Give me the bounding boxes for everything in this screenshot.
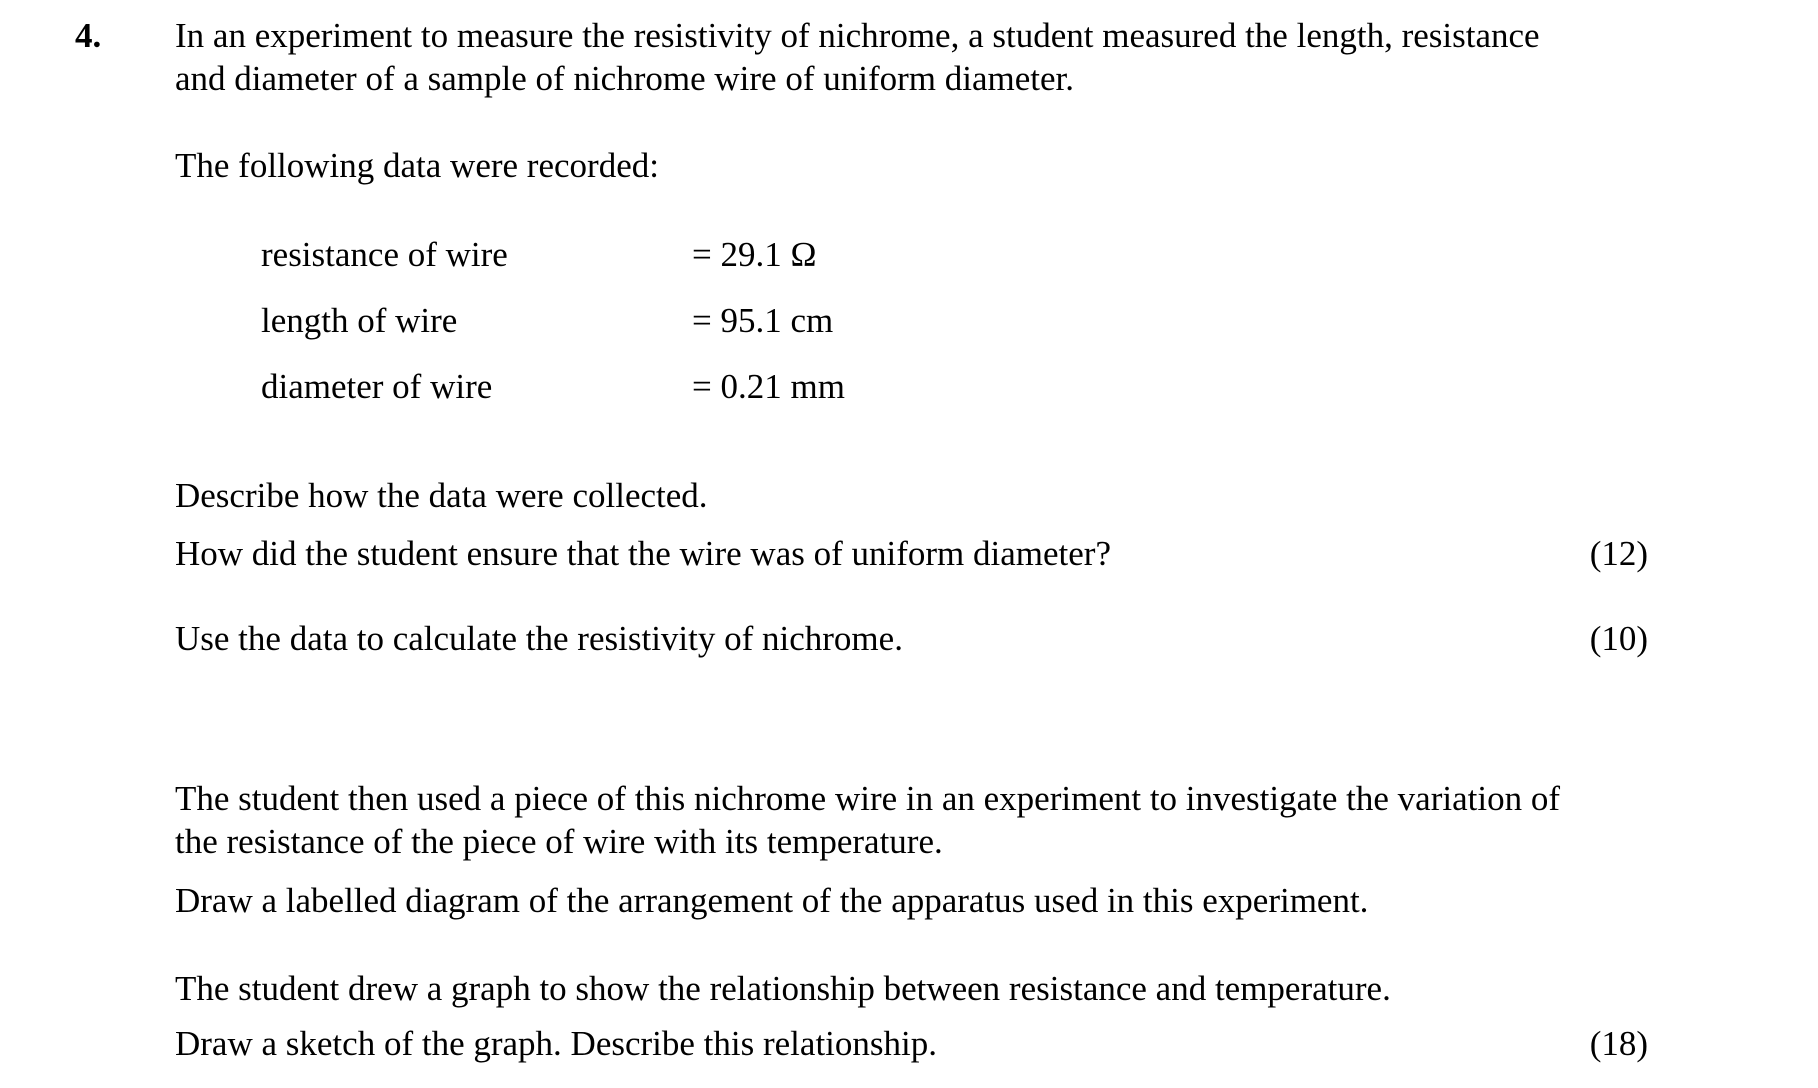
- question-part-collect-data: Describe how the data were collected.: [175, 476, 708, 515]
- question-part-draw-diagram: Draw a labelled diagram of the arrangement of the apparatus used in this experiment.: [175, 881, 1369, 920]
- marks-badge: (10): [1589, 619, 1648, 658]
- followup-line-1: The student then used a piece of this nichrome wire in an experiment to investigate the variation of: [175, 779, 1560, 818]
- measurement-value: = 95.1 cm: [692, 301, 834, 340]
- marks-badge: (18): [1589, 1024, 1648, 1063]
- question-part-text: Use the data to calculate the resistivity of nichrome.: [175, 619, 903, 658]
- question-part-uniform-diameter: [175, 532, 1648, 575]
- intro-line-1: In an experiment to measure the resistivity of nichrome, a student measured the length, resistance: [175, 16, 1540, 55]
- question-number: 4.: [75, 16, 102, 55]
- measurement-label: resistance of wire: [261, 235, 508, 274]
- followup-paragraph: [175, 777, 1560, 863]
- measurement-value: = 0.21 mm: [692, 367, 845, 406]
- table-row: [261, 233, 817, 276]
- measurement-label: diameter of wire: [261, 367, 493, 406]
- table-row: [261, 299, 834, 342]
- table-row: [261, 365, 845, 408]
- question-part-sketch-graph: [175, 1022, 1648, 1065]
- question-part-text: Draw a sketch of the graph. Describe this relationship.: [175, 1024, 937, 1063]
- question-part-calculate-resistivity: [175, 617, 1648, 660]
- data-recorded-heading: The following data were recorded:: [175, 146, 659, 185]
- question-intro-paragraph: [175, 14, 1540, 100]
- graph-relationship-text: The student drew a graph to show the relationship between resistance and temperature.: [175, 969, 1391, 1008]
- marks-badge: (12): [1589, 534, 1648, 573]
- question-part-text: How did the student ensure that the wire was of uniform diameter?: [175, 534, 1111, 573]
- measurement-value: = 29.1 Ω: [692, 235, 817, 274]
- intro-line-2: and diameter of a sample of nichrome wire of uniform diameter.: [175, 59, 1074, 98]
- followup-line-2: the resistance of the piece of wire with its temperature.: [175, 822, 943, 861]
- measurement-label: length of wire: [261, 301, 458, 340]
